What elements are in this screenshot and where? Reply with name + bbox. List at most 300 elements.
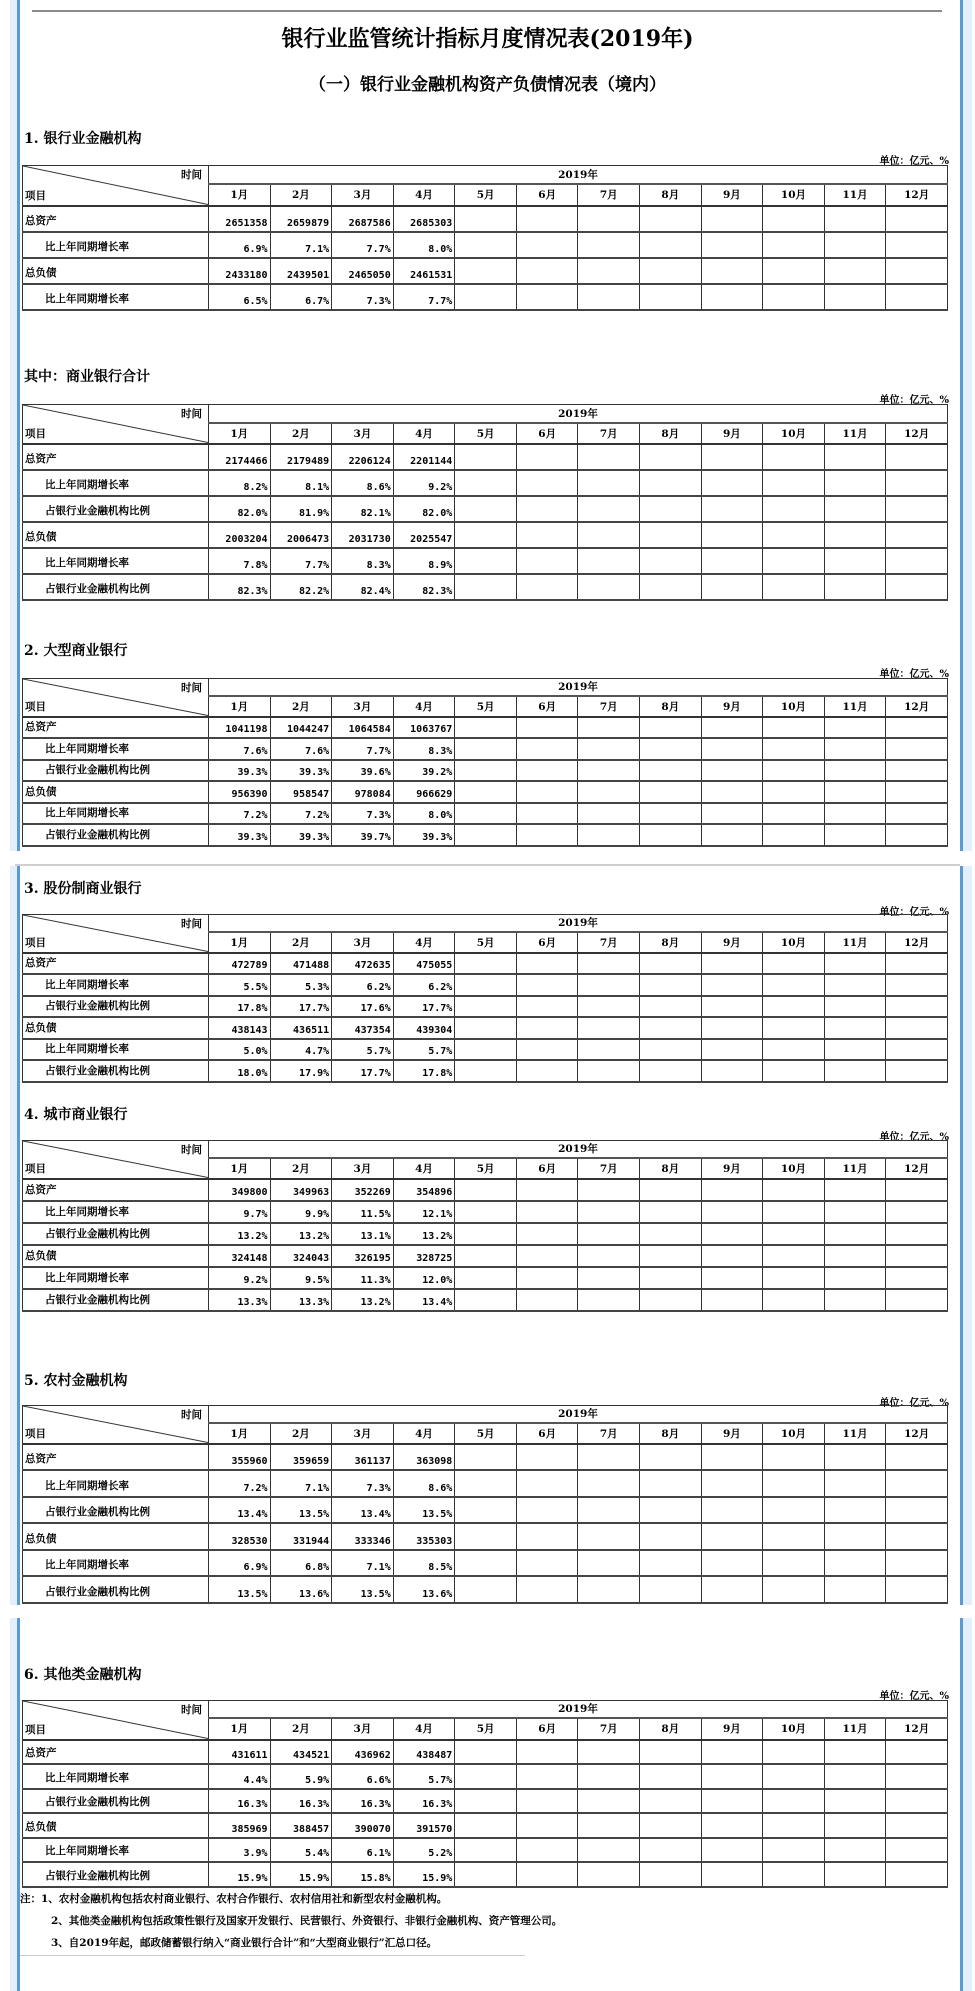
table-row <box>23 1789 948 1814</box>
data-cell: 13.4% <box>393 1289 455 1311</box>
section-heading: 其中：商业银行合计 <box>24 369 150 385</box>
data-cell <box>455 1039 517 1061</box>
data-cell <box>455 803 517 825</box>
data-cell <box>516 1289 578 1311</box>
data-cell: 2179489 <box>270 444 332 470</box>
data-cell <box>516 1017 578 1039</box>
data-cell <box>516 206 578 232</box>
data-cell <box>455 760 517 782</box>
data-cell <box>578 717 640 739</box>
corner-item-label: 项目 <box>25 1427 46 1440</box>
data-cell <box>886 1201 948 1223</box>
table-row <box>23 1497 948 1524</box>
data-cell: 7.1% <box>270 232 332 258</box>
table-row <box>23 803 948 825</box>
data-cell: 2031730 <box>332 522 394 548</box>
data-cell <box>701 1444 763 1471</box>
data-cell: 16.3% <box>393 1789 455 1814</box>
month-header: 8月 <box>640 423 702 444</box>
data-cell <box>640 781 702 803</box>
month-header: 4月 <box>393 932 455 953</box>
data-cell <box>516 1862 578 1887</box>
month-header: 4月 <box>393 696 455 717</box>
footnote-rule <box>20 1955 525 1956</box>
data-cell: 8.0% <box>393 232 455 258</box>
month-header: 3月 <box>332 932 394 953</box>
data-cell <box>640 1764 702 1789</box>
month-header: 7月 <box>578 1423 640 1444</box>
data-cell: 7.2% <box>209 1470 271 1497</box>
data-cell: 13.4% <box>332 1497 394 1524</box>
data-cell: 5.3% <box>270 974 332 996</box>
data-cell <box>516 803 578 825</box>
month-header: 11月 <box>824 932 886 953</box>
data-cell <box>763 1813 825 1838</box>
data-cell <box>516 996 578 1018</box>
data-cell: 8.0% <box>393 803 455 825</box>
data-cell: 13.3% <box>209 1289 271 1311</box>
data-cell <box>640 258 702 284</box>
data-cell: 2439501 <box>270 258 332 284</box>
data-cell: 5.4% <box>270 1838 332 1863</box>
row-label: 比上年同期增长率 <box>23 803 209 825</box>
data-cell <box>763 522 825 548</box>
table-row <box>23 206 948 232</box>
data-cell <box>886 1764 948 1789</box>
data-cell <box>763 1838 825 1863</box>
data-cell <box>578 824 640 846</box>
month-header: 9月 <box>701 1158 763 1179</box>
month-header: 8月 <box>640 1423 702 1444</box>
month-header: 4月 <box>393 423 455 444</box>
data-cell <box>763 1740 825 1765</box>
month-header: 5月 <box>455 184 517 206</box>
data-cell <box>763 284 825 310</box>
panel-gap <box>0 1605 975 1618</box>
data-cell <box>455 738 517 760</box>
data-cell: 3.9% <box>209 1838 271 1863</box>
data-cell <box>516 1523 578 1550</box>
data-cell <box>455 1740 517 1765</box>
data-cell: 7.1% <box>270 1470 332 1497</box>
data-cell: 82.0% <box>209 496 271 522</box>
data-cell <box>578 996 640 1018</box>
data-cell <box>578 1017 640 1039</box>
month-header: 7月 <box>578 1718 640 1740</box>
data-cell <box>578 1039 640 1061</box>
data-cell: 6.6% <box>332 1764 394 1789</box>
month-header: 3月 <box>332 1423 394 1444</box>
data-cell <box>516 1267 578 1289</box>
table-row <box>23 1470 948 1497</box>
data-cell <box>701 996 763 1018</box>
corner-time-label: 时间 <box>181 1704 202 1716</box>
data-cell <box>516 1470 578 1497</box>
data-cell <box>701 1838 763 1863</box>
data-cell <box>455 1245 517 1267</box>
data-cell <box>824 1444 886 1471</box>
data-cell <box>455 1523 517 1550</box>
data-cell <box>516 522 578 548</box>
month-header: 9月 <box>701 696 763 717</box>
data-cell <box>886 284 948 310</box>
section-heading: 5. 农村金融机构 <box>24 1373 128 1389</box>
data-cell <box>886 1523 948 1550</box>
footnote-3: 3、自2019年起，邮政储蓄银行纳入“商业银行合计”和“大型商业银行”汇总口径。 <box>51 1937 438 1949</box>
data-cell <box>763 1060 825 1082</box>
data-cell <box>886 232 948 258</box>
month-header: 1月 <box>209 423 271 444</box>
data-cell <box>578 574 640 600</box>
row-label: 总资产 <box>23 717 209 739</box>
table-row <box>23 1444 948 1471</box>
data-cell: 438487 <box>393 1740 455 1765</box>
data-cell <box>763 444 825 470</box>
data-cell <box>701 258 763 284</box>
data-cell <box>578 258 640 284</box>
month-header: 9月 <box>701 1718 763 1740</box>
data-cell: 6.8% <box>270 1550 332 1577</box>
row-label: 比上年同期增长率 <box>23 1039 209 1061</box>
data-cell <box>455 1223 517 1245</box>
data-cell <box>578 470 640 496</box>
data-cell <box>578 738 640 760</box>
row-label: 占银行业金融机构比例 <box>23 996 209 1018</box>
month-header: 6月 <box>516 1423 578 1444</box>
row-label: 占银行业金融机构比例 <box>23 1289 209 1311</box>
data-cell <box>640 522 702 548</box>
data-cell <box>763 953 825 975</box>
data-cell: 39.7% <box>332 824 394 846</box>
data-cell <box>578 1470 640 1497</box>
month-header: 4月 <box>393 184 455 206</box>
data-cell: 5.5% <box>209 974 271 996</box>
data-cell <box>516 717 578 739</box>
data-cell: 15.9% <box>393 1862 455 1887</box>
data-cell <box>886 738 948 760</box>
month-header: 5月 <box>455 696 517 717</box>
data-cell: 958547 <box>270 781 332 803</box>
data-cell <box>763 574 825 600</box>
data-cell <box>640 824 702 846</box>
data-cell <box>886 1813 948 1838</box>
data-cell: 13.5% <box>393 1497 455 1524</box>
data-cell: 18.0% <box>209 1060 271 1082</box>
data-cell <box>701 1740 763 1765</box>
data-cell: 2465050 <box>332 258 394 284</box>
data-cell <box>640 1813 702 1838</box>
year-header: 2019年 <box>209 166 948 184</box>
data-cell: 16.3% <box>270 1789 332 1814</box>
data-cell: 7.3% <box>332 284 394 310</box>
data-cell: 17.8% <box>393 1060 455 1082</box>
data-cell: 13.5% <box>209 1576 271 1603</box>
data-cell <box>516 1813 578 1838</box>
data-cell <box>763 232 825 258</box>
data-cell <box>455 717 517 739</box>
data-cell: 17.7% <box>393 996 455 1018</box>
data-cell: 324043 <box>270 1245 332 1267</box>
data-cell <box>701 803 763 825</box>
month-header: 3月 <box>332 1718 394 1740</box>
data-cell: 978084 <box>332 781 394 803</box>
data-cell <box>763 1179 825 1201</box>
data-cell <box>824 1470 886 1497</box>
data-cell: 17.7% <box>332 1060 394 1082</box>
data-cell <box>763 1550 825 1577</box>
data-cell <box>763 996 825 1018</box>
data-cell: 39.6% <box>332 760 394 782</box>
data-cell <box>824 1764 886 1789</box>
data-cell <box>824 781 886 803</box>
data-cell <box>640 1223 702 1245</box>
data-cell <box>886 1789 948 1814</box>
month-header: 2月 <box>270 1423 332 1444</box>
data-cell: 82.3% <box>209 574 271 600</box>
data-cell <box>886 974 948 996</box>
data-cell <box>701 470 763 496</box>
data-cell <box>578 1862 640 1887</box>
data-cell <box>578 1444 640 1471</box>
data-cell: 4.7% <box>270 1039 332 1061</box>
data-cell <box>701 284 763 310</box>
month-header: 10月 <box>763 184 825 206</box>
corner-time-label: 时间 <box>181 918 202 930</box>
data-cell: 439304 <box>393 1017 455 1039</box>
data-cell <box>886 1017 948 1039</box>
data-cell <box>516 1039 578 1061</box>
data-cell: 2201144 <box>393 444 455 470</box>
data-cell <box>701 1813 763 1838</box>
data-cell: 6.9% <box>209 1550 271 1577</box>
data-cell <box>701 824 763 846</box>
month-header: 7月 <box>578 1158 640 1179</box>
data-cell: 359659 <box>270 1444 332 1471</box>
data-cell: 2206124 <box>332 444 394 470</box>
table-row <box>23 444 948 470</box>
corner-header <box>23 1141 209 1179</box>
month-header: 11月 <box>824 1423 886 1444</box>
data-cell <box>763 781 825 803</box>
month-header: 6月 <box>516 932 578 953</box>
data-cell <box>824 1267 886 1289</box>
corner-header <box>23 166 209 206</box>
section-heading: 6. 其他类金融机构 <box>24 1667 142 1683</box>
month-header: 12月 <box>886 1158 948 1179</box>
row-label: 总负债 <box>23 1523 209 1550</box>
data-cell <box>763 258 825 284</box>
month-header: 1月 <box>209 696 271 717</box>
unit-label: 单位：亿元、% <box>879 395 949 406</box>
data-cell: 388457 <box>270 1813 332 1838</box>
data-cell <box>824 1223 886 1245</box>
data-cell <box>516 496 578 522</box>
data-cell: 7.3% <box>332 803 394 825</box>
month-header: 10月 <box>763 696 825 717</box>
month-header: 4月 <box>393 1158 455 1179</box>
data-cell: 12.0% <box>393 1267 455 1289</box>
year-header: 2019年 <box>209 1406 948 1423</box>
table-row <box>23 1017 948 1039</box>
month-header: 6月 <box>516 184 578 206</box>
row-label: 比上年同期增长率 <box>23 974 209 996</box>
data-cell: 437354 <box>332 1017 394 1039</box>
data-cell <box>886 258 948 284</box>
data-cell <box>824 1789 886 1814</box>
month-header: 9月 <box>701 184 763 206</box>
data-cell <box>701 1060 763 1082</box>
data-cell <box>640 548 702 574</box>
unit-label: 单位：亿元、% <box>879 1691 949 1702</box>
data-cell <box>763 1223 825 1245</box>
row-label: 比上年同期增长率 <box>23 470 209 496</box>
month-header: 10月 <box>763 1718 825 1740</box>
data-cell <box>640 1838 702 1863</box>
table-row <box>23 1813 948 1838</box>
data-cell: 8.2% <box>209 470 271 496</box>
data-cell: 328530 <box>209 1523 271 1550</box>
data-cell <box>701 1764 763 1789</box>
row-label: 总负债 <box>23 1245 209 1267</box>
data-cell <box>455 1470 517 1497</box>
data-cell <box>886 1838 948 1863</box>
data-cell: 6.9% <box>209 232 271 258</box>
data-cell: 2685303 <box>393 206 455 232</box>
data-cell <box>886 522 948 548</box>
data-cell: 39.2% <box>393 760 455 782</box>
table-row <box>23 548 948 574</box>
data-cell: 17.8% <box>209 996 271 1018</box>
data-cell <box>701 1223 763 1245</box>
row-label: 总资产 <box>23 1740 209 1765</box>
data-cell <box>640 1060 702 1082</box>
data-cell <box>824 1550 886 1577</box>
data-cell <box>886 1444 948 1471</box>
data-cell <box>824 1576 886 1603</box>
data-cell <box>455 1550 517 1577</box>
data-cell: 7.7% <box>270 548 332 574</box>
month-header: 6月 <box>516 1718 578 1740</box>
data-cell <box>516 1764 578 1789</box>
data-cell <box>455 206 517 232</box>
data-cell <box>701 1201 763 1223</box>
data-cell: 13.2% <box>393 1223 455 1245</box>
data-cell: 13.5% <box>332 1576 394 1603</box>
footnotes <box>20 1888 562 1954</box>
data-cell <box>455 824 517 846</box>
corner-header <box>23 679 209 717</box>
month-header: 1月 <box>209 1718 271 1740</box>
data-cell <box>763 548 825 574</box>
table-row <box>23 760 948 782</box>
data-cell <box>824 953 886 975</box>
data-cell: 2003204 <box>209 522 271 548</box>
row-label: 占银行业金融机构比例 <box>23 574 209 600</box>
data-cell: 7.1% <box>332 1550 394 1577</box>
data-cell <box>886 1060 948 1082</box>
data-cell <box>763 1017 825 1039</box>
data-table <box>22 678 948 847</box>
month-header: 7月 <box>578 423 640 444</box>
data-cell: 9.7% <box>209 1201 271 1223</box>
data-cell <box>455 470 517 496</box>
month-header: 7月 <box>578 184 640 206</box>
year-header: 2019年 <box>209 915 948 932</box>
data-cell <box>824 824 886 846</box>
data-cell: 17.6% <box>332 996 394 1018</box>
data-cell <box>886 1470 948 1497</box>
data-cell <box>886 1576 948 1603</box>
data-cell <box>763 206 825 232</box>
data-cell <box>516 1245 578 1267</box>
data-cell <box>455 444 517 470</box>
month-header: 11月 <box>824 696 886 717</box>
data-cell: 82.1% <box>332 496 394 522</box>
table-row <box>23 1060 948 1082</box>
data-cell: 335303 <box>393 1523 455 1550</box>
data-cell <box>701 1576 763 1603</box>
data-cell <box>578 232 640 258</box>
data-cell <box>516 1838 578 1863</box>
month-header: 11月 <box>824 1158 886 1179</box>
row-label: 占银行业金融机构比例 <box>23 760 209 782</box>
corner-item-label: 项目 <box>25 1162 46 1175</box>
data-cell <box>824 206 886 232</box>
data-cell <box>640 1289 702 1311</box>
data-cell: 8.3% <box>332 548 394 574</box>
table-row <box>23 470 948 496</box>
data-cell <box>516 1060 578 1082</box>
row-label: 总资产 <box>23 1444 209 1471</box>
row-label: 总资产 <box>23 953 209 975</box>
data-cell <box>455 1497 517 1524</box>
data-cell <box>640 1201 702 1223</box>
row-label: 比上年同期增长率 <box>23 548 209 574</box>
data-cell <box>578 284 640 310</box>
data-cell <box>640 738 702 760</box>
month-header: 12月 <box>886 696 948 717</box>
table-row <box>23 1764 948 1789</box>
corner-item-label: 项目 <box>25 427 46 440</box>
month-header: 12月 <box>886 932 948 953</box>
section-heading: 2. 大型商业银行 <box>24 643 128 659</box>
data-cell <box>886 760 948 782</box>
data-cell: 6.7% <box>270 284 332 310</box>
data-cell: 9.2% <box>209 1267 271 1289</box>
data-cell <box>886 781 948 803</box>
data-cell <box>886 1039 948 1061</box>
table-row <box>23 258 948 284</box>
data-cell <box>886 996 948 1018</box>
row-label: 比上年同期增长率 <box>23 738 209 760</box>
data-cell: 355960 <box>209 1444 271 1471</box>
data-cell <box>886 548 948 574</box>
data-cell <box>578 1179 640 1201</box>
data-cell <box>824 522 886 548</box>
data-cell <box>701 444 763 470</box>
row-label: 占银行业金融机构比例 <box>23 1789 209 1814</box>
data-cell: 8.1% <box>270 470 332 496</box>
data-cell: 471488 <box>270 953 332 975</box>
data-cell <box>886 1497 948 1524</box>
row-label: 比上年同期增长率 <box>23 1764 209 1789</box>
data-cell <box>578 1576 640 1603</box>
month-header: 5月 <box>455 932 517 953</box>
data-cell: 16.3% <box>209 1789 271 1814</box>
table-row <box>23 1179 948 1201</box>
data-cell: 15.9% <box>209 1862 271 1887</box>
data-cell <box>516 284 578 310</box>
